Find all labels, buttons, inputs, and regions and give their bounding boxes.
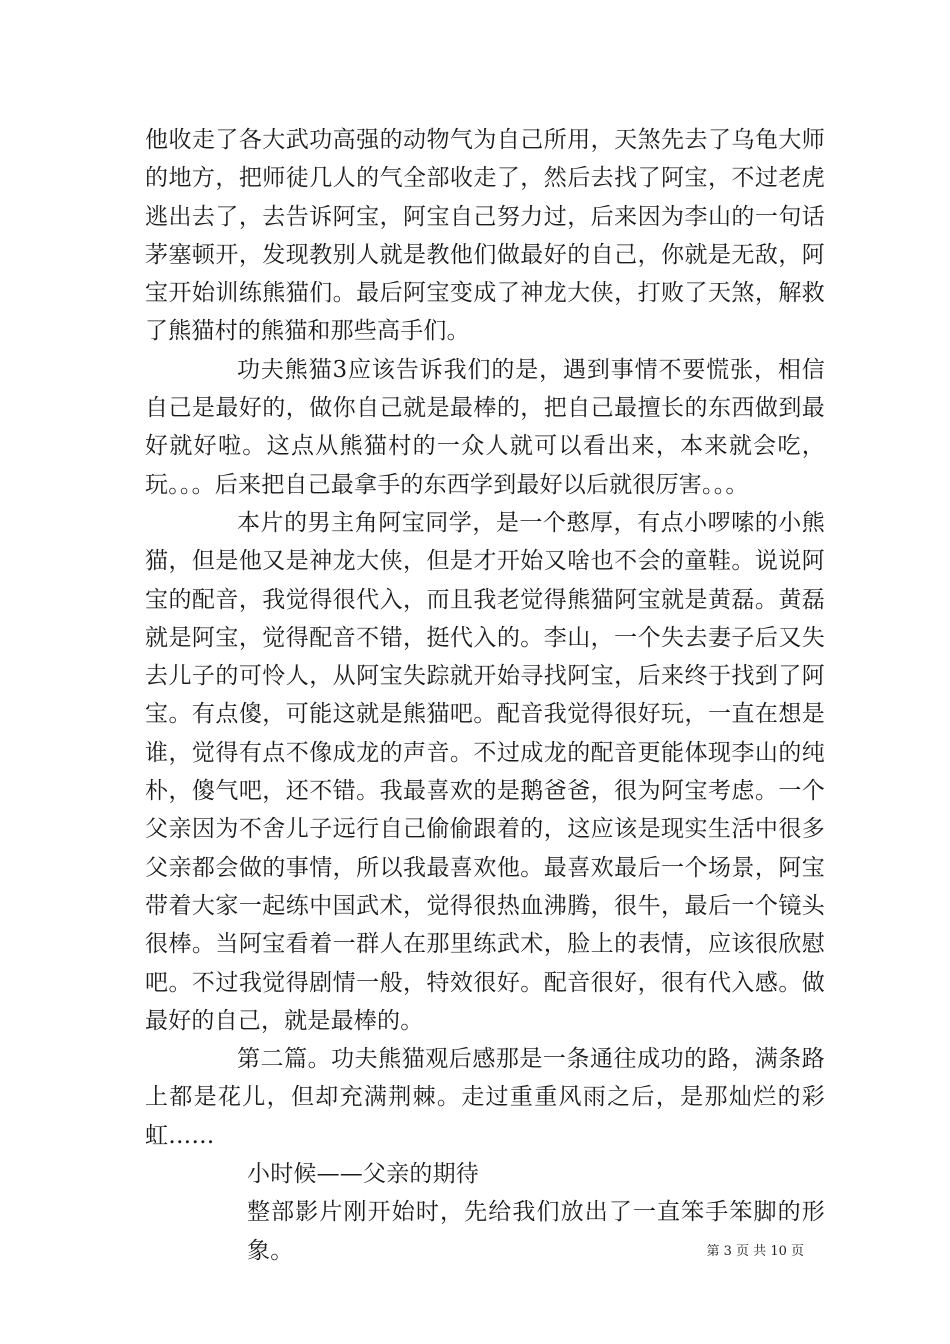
page-number: 第 3 页 共 10 页 xyxy=(706,1244,804,1259)
paragraph-5: 整部影片刚开始时，先给我们放出了一直笨手笨脚的形象。 xyxy=(247,1199,825,1264)
section-heading: 小时候——父亲的期待 xyxy=(247,1161,479,1188)
paragraph-1: 他收走了各大武功高强的动物气为自己所用，天煞先去了乌龟大师的地方，把师徒几人的气全部收走了，然后去找了阿宝，不过老虎逃出去了，去告诉阿宝，阿宝自己努力过，后来因为李山的一句话茅塞顿开，发现教别人就是教他们做最好的自己，你就是无敌，阿宝开始训练熊猫们。最后阿宝变成了神龙大侠，打败了天煞，解救了熊猫村的熊猫和那些高手们。 xyxy=(145,127,825,345)
paragraph-2: 功夫熊猫3应该告诉我们的是，遇到事情不要慌张，相信自己是最好的，做你自己就是最棒的，把自己最擅长的东西做到最好就好啦。这点从熊猫村的一众人就可以看出来，本来就会吃，玩。。。后来把自己最拿手的东西学到最好以后就很厉害。。。 xyxy=(145,356,825,498)
document-body xyxy=(145,121,825,1270)
paragraph-4: 第二篇。功夫熊猫观后感那是一条通往成功的路，满条路上都是花儿，但却充满荆棘。走过重重风雨之后，是那灿烂的彩虹…… xyxy=(145,1046,825,1149)
paragraph-3: 本片的男主角阿宝同学，是一个憨厚，有点小啰嗦的小熊猫，但是他又是神龙大侠，但是才开始又啥也不会的童鞋。说说阿宝的配音，我觉得很代入，而且我老觉得熊猫阿宝就是黄磊。黄磊就是阿宝，觉得配音不错，挺代入的。李山，一个失去妻子后又失去儿子的可怜人，从阿宝失踪就开始寻找阿宝，后来终于找到了阿宝。有点傻，可能这就是熊猫吧。配音我觉得很好玩，一直在想是谁，觉得有点不像成龙的声音。不过成龙的配音更能体现李山的纯朴，傻气吧，还不错。我最喜欢的是鹅爸爸，很为阿宝考虑。一个父亲因为不舍儿子远行自己偷偷跟着的，这应该是现实生活中很多父亲都会做的事情，所以我最喜欢他。最喜欢最后一个场景，阿宝带着大家一起练中国武术，觉得很热血沸腾，很牛，最后一个镜头很棒。当阿宝看着一群人在那里练武术，脸上的表情，应该很欣慰吧。不过我觉得剧情一般，特效很好。配音很好，很有代入感。做最好的自己，就是最棒的。 xyxy=(145,509,825,1034)
